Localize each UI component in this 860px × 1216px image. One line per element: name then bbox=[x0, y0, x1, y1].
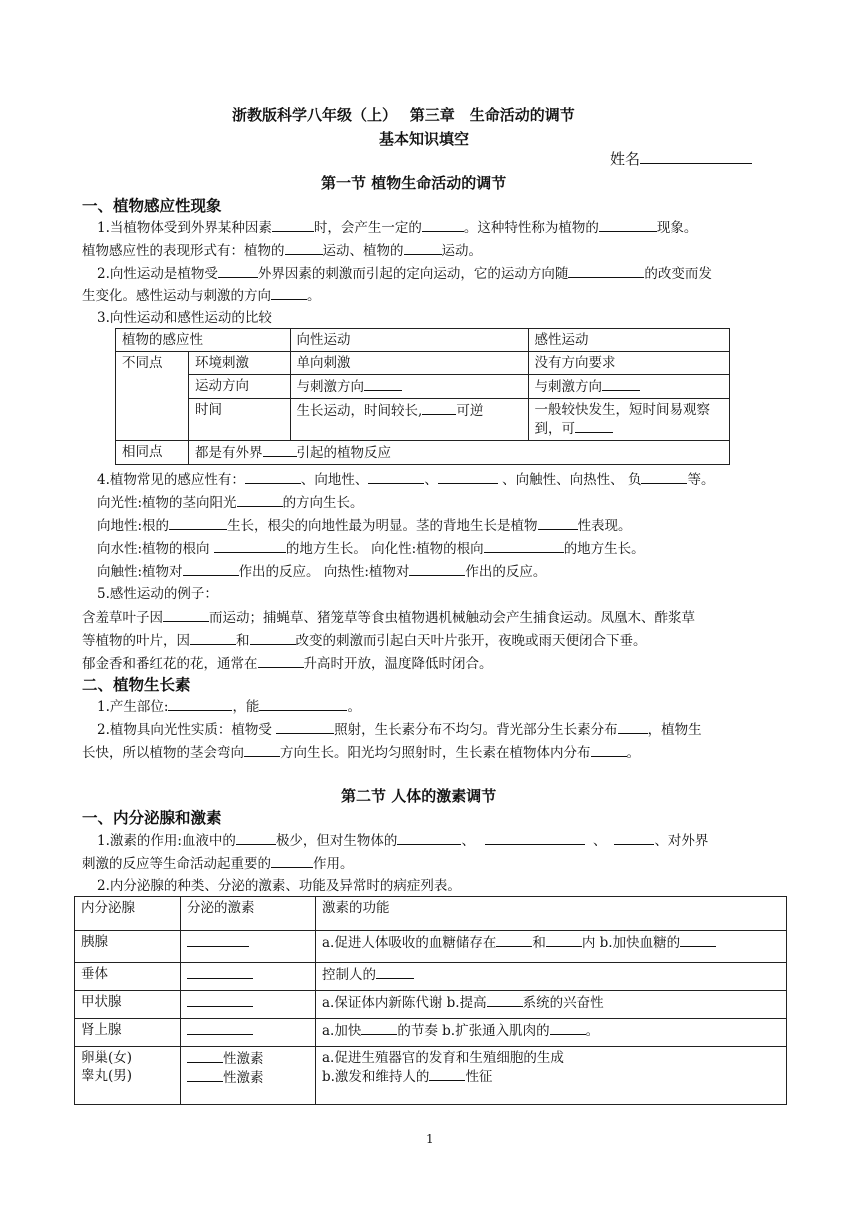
paragraph-1-line1: 1.当植物体受到外界某种因素 时，会产生一定的 。这种特性称为植物的 现象。 bbox=[97, 220, 698, 236]
table-cell: a.加快 的节奏 b.扩张通入肌肉的 。 bbox=[316, 1019, 787, 1047]
table-header: 感性运动 bbox=[528, 329, 729, 352]
paragraph-4-line5: 向触性:植物对 作出的反应。 向热性:植物对 作出的反应。 bbox=[97, 564, 547, 580]
auxin-line1: 1.产生部位: ，能 。 bbox=[97, 699, 361, 715]
table-cell: 肾上腺 bbox=[75, 1019, 181, 1047]
table-cell: 与刺激方向 bbox=[528, 375, 729, 399]
page-number: 1 bbox=[426, 1132, 434, 1146]
table-cell bbox=[181, 1019, 316, 1047]
table-cell: 垂体 bbox=[75, 963, 181, 991]
paragraph-5-line3: 郁金香和番红花的花，通常在 升高时开放，温度降低时闭合。 bbox=[82, 656, 493, 672]
table-cell: 没有方向要求 bbox=[528, 352, 729, 375]
paragraph-5-line2: 等植物的叶片，因 和 改变的刺激而引起白天叶片张开，夜晚或雨天便闭合下垂。 bbox=[82, 633, 647, 649]
comparison-table bbox=[115, 328, 730, 465]
paragraph-5: 5.感性运动的例子： bbox=[97, 586, 218, 602]
hormone-line2: 刺激的反应等生命活动起重要的 作用。 bbox=[82, 856, 354, 872]
table-cell bbox=[181, 963, 316, 991]
table-cell: 生长运动，时间较长, 可逆 bbox=[290, 399, 528, 441]
section1-part2-heading: 二、植物生长素 bbox=[82, 676, 191, 694]
table-cell: 都是有外界 引起的植物反应 bbox=[189, 441, 730, 465]
table-cell: a.促进人体吸收的血糖储存在 和 内 b.加快血糖的 bbox=[316, 931, 787, 963]
table-cell: 性激素 性激素 bbox=[181, 1047, 316, 1105]
table-header: 激素的功能 bbox=[316, 897, 787, 931]
table-cell: 单向刺激 bbox=[290, 352, 528, 375]
name-label: 姓名 bbox=[610, 150, 641, 168]
table-header: 内分泌腺 bbox=[75, 897, 181, 931]
paragraph-1-line2: 植物感应性的表现形式有：植物的 运动、植物的 运动。 bbox=[82, 243, 482, 259]
table-cell: 胰腺 bbox=[75, 931, 181, 963]
section1-part1-heading: 一、植物感应性现象 bbox=[82, 197, 222, 215]
hormone-line3: 2.内分泌腺的种类、分泌的激素、功能及异常时的病症列表。 bbox=[97, 878, 461, 894]
table-cell: 环境刺激 bbox=[189, 352, 291, 375]
table-header: 植物的感应性 bbox=[116, 329, 291, 352]
table-cell: a.促进生殖器官的发育和生殖细胞的生成 b.激发和维持人的 性征 bbox=[316, 1047, 787, 1105]
name-field bbox=[610, 150, 752, 168]
hormone-line1: 1.激素的作用:血液中的 极少，但对生物体的 、 、 、对外界 bbox=[97, 833, 709, 849]
endocrine-table bbox=[74, 896, 787, 1105]
table-cell: a.保证体内新陈代谢 b.提高 系统的兴奋性 bbox=[316, 991, 787, 1019]
document-subtitle: 基本知识填空 bbox=[379, 130, 470, 148]
paragraph-4-line1: 4.植物常见的感应性有： 、向地性、 、 、向触性、向热性、 负 等。 bbox=[97, 472, 715, 488]
table-cell bbox=[181, 991, 316, 1019]
paragraph-3: 3.向性运动和感性运动的比较 bbox=[97, 310, 272, 326]
table-cell: 一般较快发生，短时间易观察 到，可 bbox=[528, 399, 729, 441]
section2-title: 第二节 人体的激素调节 bbox=[341, 787, 497, 805]
paragraph-2-line2: 生变化。感性运动与刺激的方向 。 bbox=[82, 288, 321, 304]
table-cell: 控制人的 bbox=[316, 963, 787, 991]
table-cell: 相同点 bbox=[116, 441, 189, 465]
table-cell: 甲状腺 bbox=[75, 991, 181, 1019]
table-cell: 与刺激方向 bbox=[290, 375, 528, 399]
section1-title: 第一节 植物生命活动的调节 bbox=[321, 174, 507, 192]
paragraph-4-line3: 向地性:根的 生长，根尖的向地性最为明显。茎的背地生长是植物 性表现。 bbox=[97, 518, 632, 534]
table-cell bbox=[181, 931, 316, 963]
auxin-line2: 2.植物具向光性实质：植物受 照射，生长素分布不均匀。背光部分生长素分布 ，植物生 bbox=[97, 722, 702, 738]
paragraph-4-line4: 向水性:植物的根向 的地方生长。 向化性:植物的根向 的地方生长。 bbox=[97, 541, 645, 557]
paragraph-2-line1: 2.向性运动是植物受 外界因素的刺激而引起的定向运动，它的运动方向随 的改变而发 bbox=[97, 266, 712, 282]
section2-part1-heading: 一、内分泌腺和激素 bbox=[82, 809, 222, 827]
paragraph-4-line2: 向光性:植物的茎向阳光 的方向生长。 bbox=[97, 495, 364, 511]
table-cell: 时间 bbox=[189, 399, 291, 441]
document-title: 浙教版科学八年级（上） 第三章 生命活动的调节 bbox=[232, 106, 575, 124]
table-header: 向性运动 bbox=[290, 329, 528, 352]
table-header: 分泌的激素 bbox=[181, 897, 316, 931]
table-cell: 卵巢(女) 睾丸(男) bbox=[75, 1047, 181, 1105]
auxin-line3: 长快，所以植物的茎会弯向 方向生长。阳光均匀照射时，生长素在植物体内分布 。 bbox=[82, 745, 640, 761]
table-cell: 运动方向 bbox=[189, 375, 291, 399]
paragraph-5-line1: 含羞草叶子因 而运动；捕蝇草、猪笼草等食虫植物遇机械触动会产生捕食运动。凤凰木、酢浆草 bbox=[82, 610, 695, 626]
table-cell: 不同点 bbox=[116, 352, 189, 441]
